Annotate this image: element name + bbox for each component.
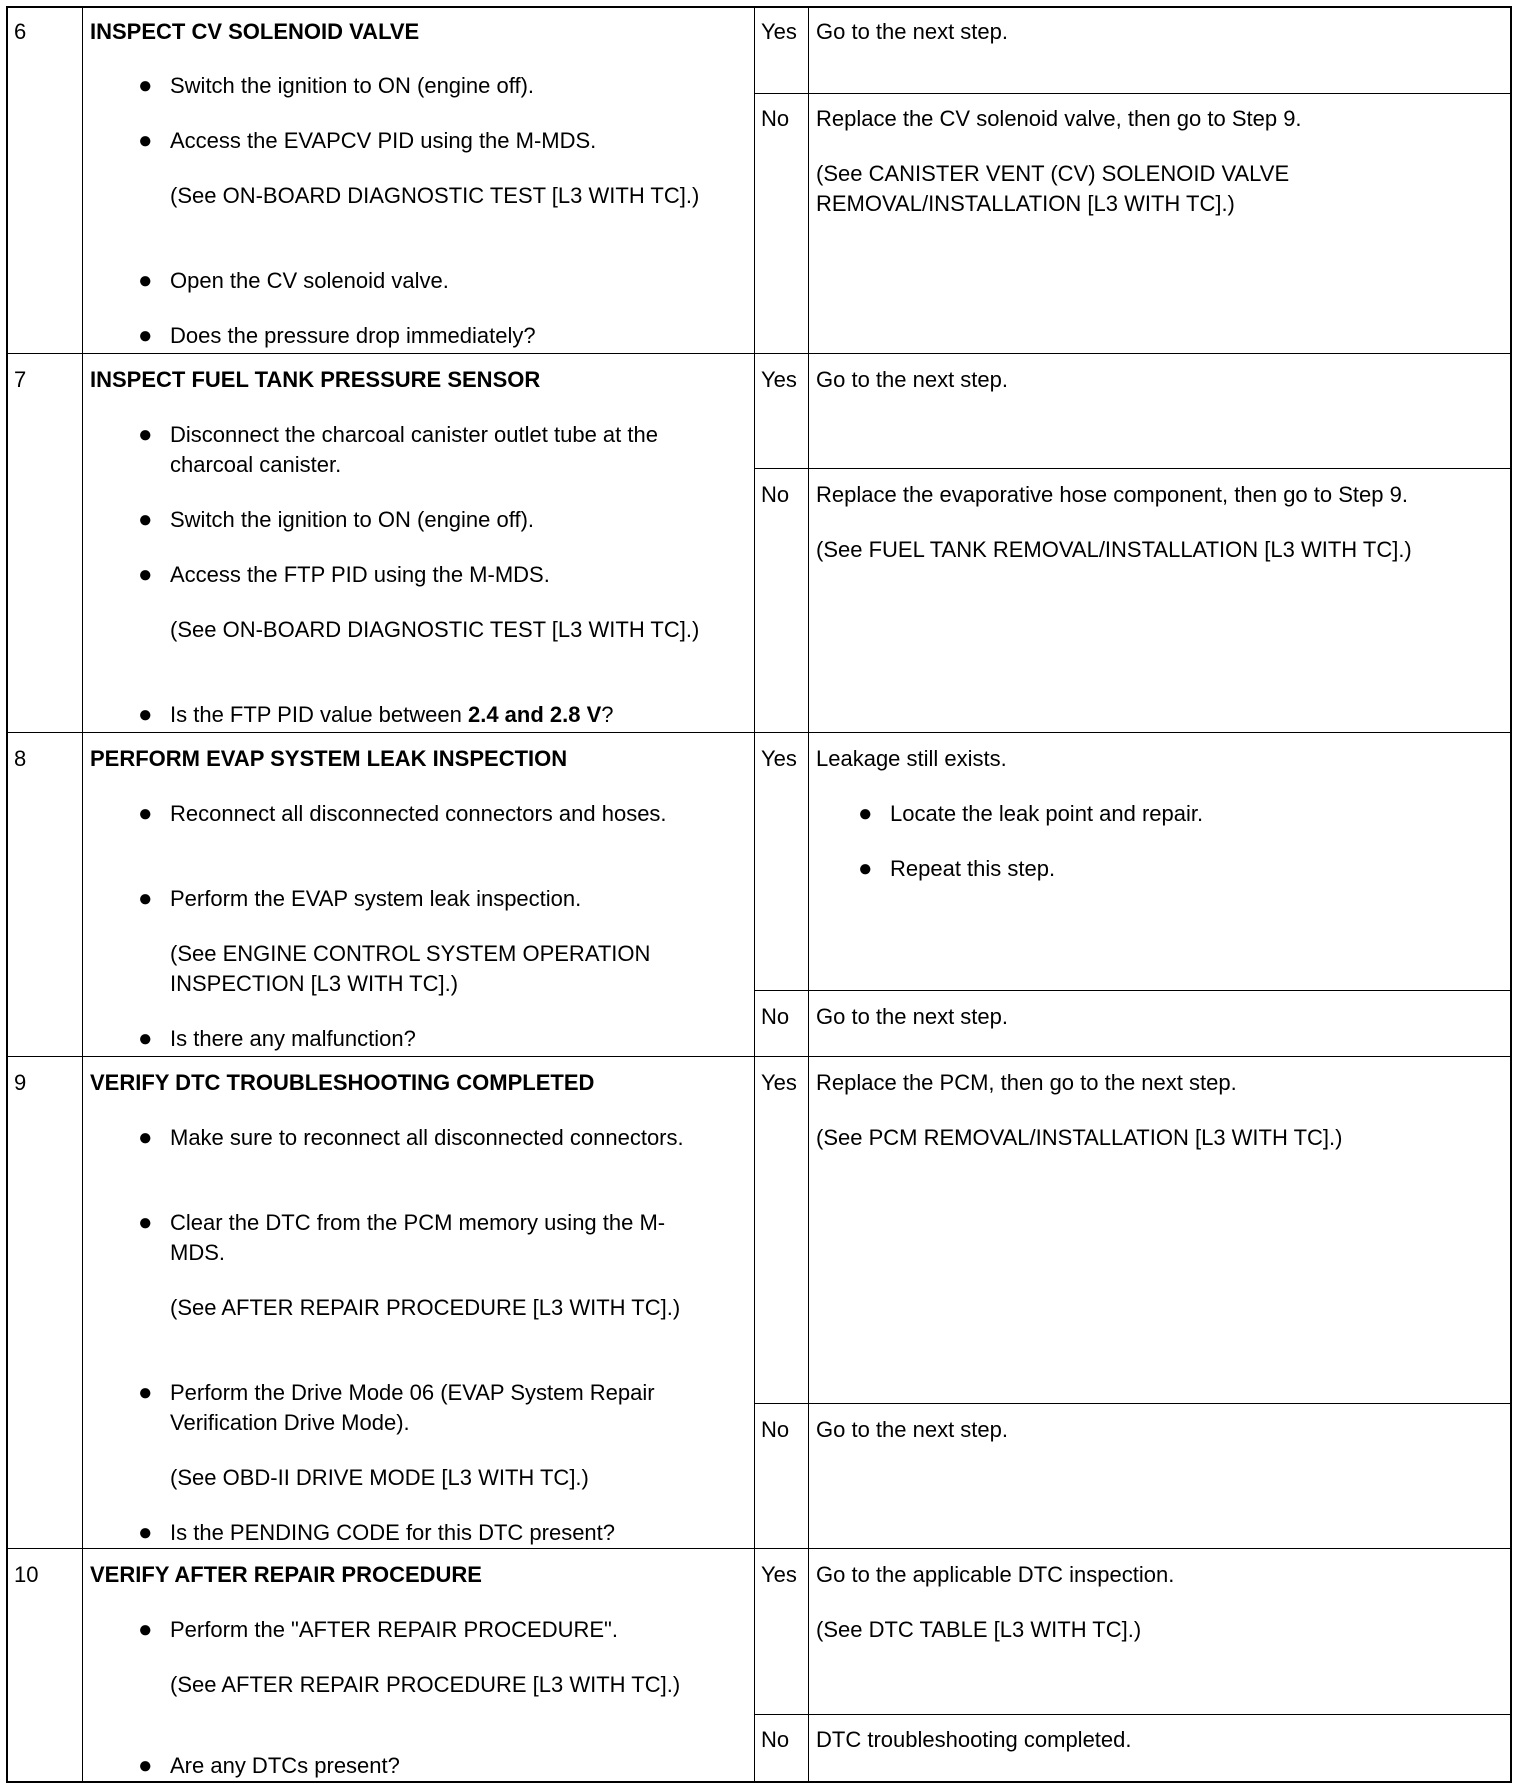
yes-label: Yes <box>761 1070 797 1095</box>
action-item <box>90 1518 730 1548</box>
action-item <box>90 266 730 296</box>
reference-text: (See ON-BOARD DIAGNOSTIC TEST [L3 WITH TC].) <box>170 183 700 208</box>
action-text: Perform the Drive Mode 06 (EVAP System Repair Verification Drive Mode). <box>170 1380 655 1435</box>
action-item <box>90 505 730 535</box>
question-mark: ? <box>601 702 614 727</box>
sub-item-text: Repeat this step. <box>890 856 1056 881</box>
step-title: VERIFY AFTER REPAIR PROCEDURE <box>90 1562 482 1587</box>
action-item <box>90 321 730 351</box>
row-divider <box>8 353 1510 354</box>
action-item <box>90 420 730 480</box>
action-text <box>170 700 730 730</box>
reference-note <box>90 939 730 999</box>
yes-sub-item <box>816 799 1506 829</box>
step-number: 7 <box>14 367 27 392</box>
yes-action: Leakage still exists. <box>816 746 1007 771</box>
action-item <box>90 1208 730 1268</box>
step-number: 10 <box>14 1562 39 1587</box>
bullet-icon: ● <box>138 127 153 154</box>
action-text: Switch the ignition to ON (engine off). <box>170 73 535 98</box>
action-item <box>90 560 730 590</box>
yes-action: Go to the next step. <box>816 367 1009 392</box>
step-title: PERFORM EVAP SYSTEM LEAK INSPECTION <box>90 746 568 771</box>
reference-text: (See ENGINE CONTROL SYSTEM OPERATION INSPECTION [L3 WITH TC].) <box>170 941 651 996</box>
bullet-icon: ● <box>138 267 153 294</box>
bullet-icon: ● <box>138 72 153 99</box>
no-action: Replace the evaporative hose component, then go to Step 9. <box>816 482 1408 507</box>
reference-text: (See ON-BOARD DIAGNOSTIC TEST [L3 WITH TC].) <box>170 617 700 642</box>
no-label: No <box>761 1727 790 1752</box>
row-divider <box>8 1056 1510 1057</box>
step-title: INSPECT FUEL TANK PRESSURE SENSOR <box>90 367 541 392</box>
yes-reference: (See DTC TABLE [L3 WITH TC].) <box>816 1617 1142 1642</box>
no-action: DTC troubleshooting completed. <box>816 1727 1132 1752</box>
step-number: 8 <box>14 746 27 771</box>
bullet-icon: ● <box>138 1519 153 1546</box>
yes-no-divider <box>754 93 1510 94</box>
bullet-icon: ● <box>138 800 153 827</box>
voltage-range: 2.4 and 2.8 V <box>467 702 602 727</box>
sub-item-text: Locate the leak point and repair. <box>890 801 1204 826</box>
reference-text: (See OBD-II DRIVE MODE [L3 WITH TC].) <box>170 1465 589 1490</box>
action-item <box>90 1378 730 1438</box>
reference-note <box>90 1293 730 1323</box>
no-label: No <box>761 106 790 131</box>
bullet-icon: ● <box>858 855 873 882</box>
no-label: No <box>761 1004 790 1029</box>
action-text: Disconnect the charcoal canister outlet tube at the charcoal canister. <box>170 422 658 477</box>
bullet-icon: ● <box>138 506 153 533</box>
step-title: VERIFY DTC TROUBLESHOOTING COMPLETED <box>90 1070 595 1095</box>
bullet-icon: ● <box>138 885 153 912</box>
step-number: 6 <box>14 19 27 44</box>
action-item <box>90 1123 730 1153</box>
yes-no-divider <box>754 468 1510 469</box>
yes-label: Yes <box>761 367 797 392</box>
yes-action: Go to the applicable DTC inspection. <box>816 1562 1175 1587</box>
bullet-icon: ● <box>138 1025 153 1052</box>
row-divider <box>8 1548 1510 1549</box>
action-item <box>90 1615 730 1645</box>
no-label: No <box>761 1417 790 1442</box>
action-item <box>90 700 730 730</box>
yes-action: Go to the next step. <box>816 19 1009 44</box>
no-label: No <box>761 482 790 507</box>
yes-no-divider <box>754 990 1510 991</box>
reference-text: (See AFTER REPAIR PROCEDURE [L3 WITH TC].) <box>170 1672 681 1697</box>
bullet-icon: ● <box>138 1124 153 1151</box>
action-item <box>90 1751 730 1781</box>
bullet-icon: ● <box>138 561 153 588</box>
action-text: Is there any malfunction? <box>170 1026 416 1051</box>
action-item <box>90 126 730 156</box>
yes-action: Replace the PCM, then go to the next step. <box>816 1070 1237 1095</box>
yes-sub-item <box>816 854 1506 884</box>
reference-note <box>90 1463 730 1493</box>
yes-no-divider <box>754 1403 1510 1404</box>
diagnostic-procedure-table <box>6 6 1512 1783</box>
yes-label: Yes <box>761 746 797 771</box>
reference-note <box>90 615 730 645</box>
action-text: Access the EVAPCV PID using the M-MDS. <box>170 128 597 153</box>
action-text: Perform the EVAP system leak inspection. <box>170 886 582 911</box>
bullet-icon: ● <box>858 800 873 827</box>
reference-text: (See AFTER REPAIR PROCEDURE [L3 WITH TC].) <box>170 1295 681 1320</box>
action-item <box>90 799 730 829</box>
yes-label: Yes <box>761 1562 797 1587</box>
bullet-icon: ● <box>138 1209 153 1236</box>
bullet-icon: ● <box>138 1379 153 1406</box>
action-text: Are any DTCs present? <box>170 1753 400 1778</box>
action-text: Reconnect all disconnected connectors and hoses. <box>170 801 667 826</box>
reference-note <box>90 181 730 211</box>
action-text: Switch the ignition to ON (engine off). <box>170 507 535 532</box>
action-item <box>90 1024 730 1054</box>
row-divider <box>8 732 1510 733</box>
action-text: Does the pressure drop immediately? <box>170 323 536 348</box>
action-text: Access the FTP PID using the M-MDS. <box>170 562 550 587</box>
bullet-icon: ● <box>138 701 153 728</box>
column-divider <box>808 8 809 1781</box>
action-item <box>90 71 730 101</box>
column-divider <box>82 8 83 1781</box>
action-item <box>90 884 730 914</box>
no-action: Go to the next step. <box>816 1417 1009 1442</box>
yes-label: Yes <box>761 19 797 44</box>
step-title: INSPECT CV SOLENOID VALVE <box>90 19 420 44</box>
question-text: Is the FTP PID value between <box>170 702 468 727</box>
bullet-icon: ● <box>138 322 153 349</box>
action-text: Perform the "AFTER REPAIR PROCEDURE". <box>170 1617 618 1642</box>
bullet-icon: ● <box>138 1752 153 1779</box>
column-divider <box>754 8 755 1781</box>
step-number: 9 <box>14 1070 27 1095</box>
yes-no-divider <box>754 1714 1510 1715</box>
no-action: Go to the next step. <box>816 1004 1009 1029</box>
bullet-icon: ● <box>138 421 153 448</box>
no-action: Replace the CV solenoid valve, then go to Step 9. <box>816 106 1302 131</box>
action-text: Open the CV solenoid valve. <box>170 268 449 293</box>
action-text: Is the PENDING CODE for this DTC present? <box>170 1520 616 1545</box>
action-text: Make sure to reconnect all disconnected connectors. <box>170 1125 684 1150</box>
no-reference: (See FUEL TANK REMOVAL/INSTALLATION [L3 WITH TC].) <box>816 537 1412 562</box>
reference-note <box>90 1670 730 1700</box>
bullet-icon: ● <box>138 1616 153 1643</box>
action-text: Clear the DTC from the PCM memory using the M-MDS. <box>170 1210 666 1265</box>
yes-reference: (See PCM REMOVAL/INSTALLATION [L3 WITH TC].) <box>816 1125 1343 1150</box>
no-reference: (See CANISTER VENT (CV) SOLENOID VALVE REMOVAL/INSTALLATION [L3 WITH TC].) <box>816 161 1290 216</box>
